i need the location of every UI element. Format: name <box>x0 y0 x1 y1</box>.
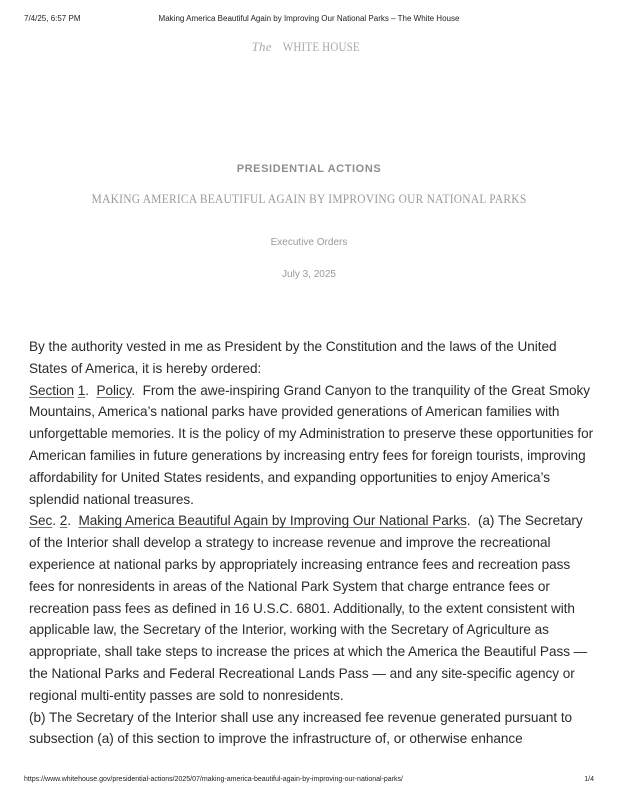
logo-name: WHITE HOUSE <box>282 39 360 54</box>
print-url: https://www.whitehouse.gov/presidential-actions/2025/07/making-america-beautiful-again-by-improving-our-national-parks/ <box>24 776 403 783</box>
intro-paragraph: By the authority vested in me as President by the Constitution and the laws of the United States of America, it is hereby ordered: <box>29 339 557 376</box>
article-type[interactable]: Executive Orders <box>270 237 348 248</box>
headline-text: MAKING AMERICA BEAUTIFUL AGAIN BY IMPROVING OUR NATIONAL PARKS <box>91 191 527 206</box>
section-2b-paragraph: (b) The Secretary of the Interior shall use any increased fee revenue generated pursuant to subsection (a) of this section to improve the infrastructure of, or otherwise enhance <box>29 709 573 747</box>
section-1-text: From the awe-inspiring Grand Canyon to the tranquility of the Great Smoky Mountains, America’s national parks have provided generations of American families with unforgettable memories. It is the policy of my Administration to preserve these opportunities for American families in future generations by increasing entry fees for foreign tourists, improving affordability for United States residents, and expanding opportunities to enjoy America’s splendid national treasures. <box>29 382 594 507</box>
section-2-label: Sec <box>29 513 53 529</box>
section-2a-text: (a) The Secretary of the Interior shall develop a strategy to increase revenue and improve the recreational experience at national parks by appropriately increasing entrance fees and recreation pass fees for nonresidents in areas of the National Park System that charge entrance fees or recreation pass fees as defined in 16 U.S.C. 6801. Additionally, to the extent consistent with applicable law, the Secretary of the Interior, working with the Secretary of Agriculture as appropriate, shall take steps to increase the prices at which the America the Beautiful Pass — the National Parks and Federal Recreational Lands Pass — and any site-specific agency or regional multi-entity passes are sold to nonresidents. <box>29 513 588 703</box>
print-datetime: 7/4/25, 6:57 PM <box>24 14 81 23</box>
section-1-paragraph: Section 1. Policy. From the awe-inspiring Grand Canyon to the tranquility of the Great Smoky Mountains, America’s national parks have provided generations of American families with unforgettable memories. It is the policy of my Administration to preserve these opportunities for American families in future generations by increasing entry fees for foreign tourists, improving affordability for United States residents, and expanding opportunities to enjoy America’s splendid national treasures. <box>29 382 594 507</box>
section-2-number: 2 <box>59 513 68 529</box>
section-2-title: Making America Beautiful Again by Improving Our National Parks <box>78 513 467 529</box>
print-page-number: 1/4 <box>584 776 594 783</box>
article-category[interactable]: PRESIDENTIAL ACTIONS <box>236 163 382 175</box>
section-2-paragraph: Sec. 2. Making America Beautiful Again by Improving Our National Parks. (a) The Secretary of the Interior shall develop a strategy to increase revenue and improve the recreational experience at national parks by appropriately increasing entrance fees and recreation pass fees for nonresidents in areas of the National Park System that charge entrance fees or recreation pass fees as defined in 16 U.S.C. 6801. Additionally, to the extent consistent with applicable law, the Secretary of the Interior, working with the Secretary of Agriculture as appropriate, shall take steps to increase the prices at which the America the Beautiful Pass — the National Parks and Federal Recreational Lands Pass — and any site-specific agency or regional multi-entity passes are sold to nonresidents. <box>29 513 588 703</box>
section-1-number: 1 <box>77 382 86 398</box>
print-page-title: Making America Beautiful Again by Improving Our National Parks – The White House <box>158 14 460 23</box>
article-body <box>29 336 595 750</box>
section-1-title: Policy <box>96 382 132 398</box>
print-header <box>0 14 618 28</box>
logo-the: The <box>251 39 272 54</box>
section-1-label: Section <box>29 382 74 398</box>
article-date: July 3, 2025 <box>282 269 336 280</box>
print-footer <box>0 776 618 788</box>
article-headline <box>0 191 618 207</box>
white-house-logo[interactable] <box>0 39 618 55</box>
